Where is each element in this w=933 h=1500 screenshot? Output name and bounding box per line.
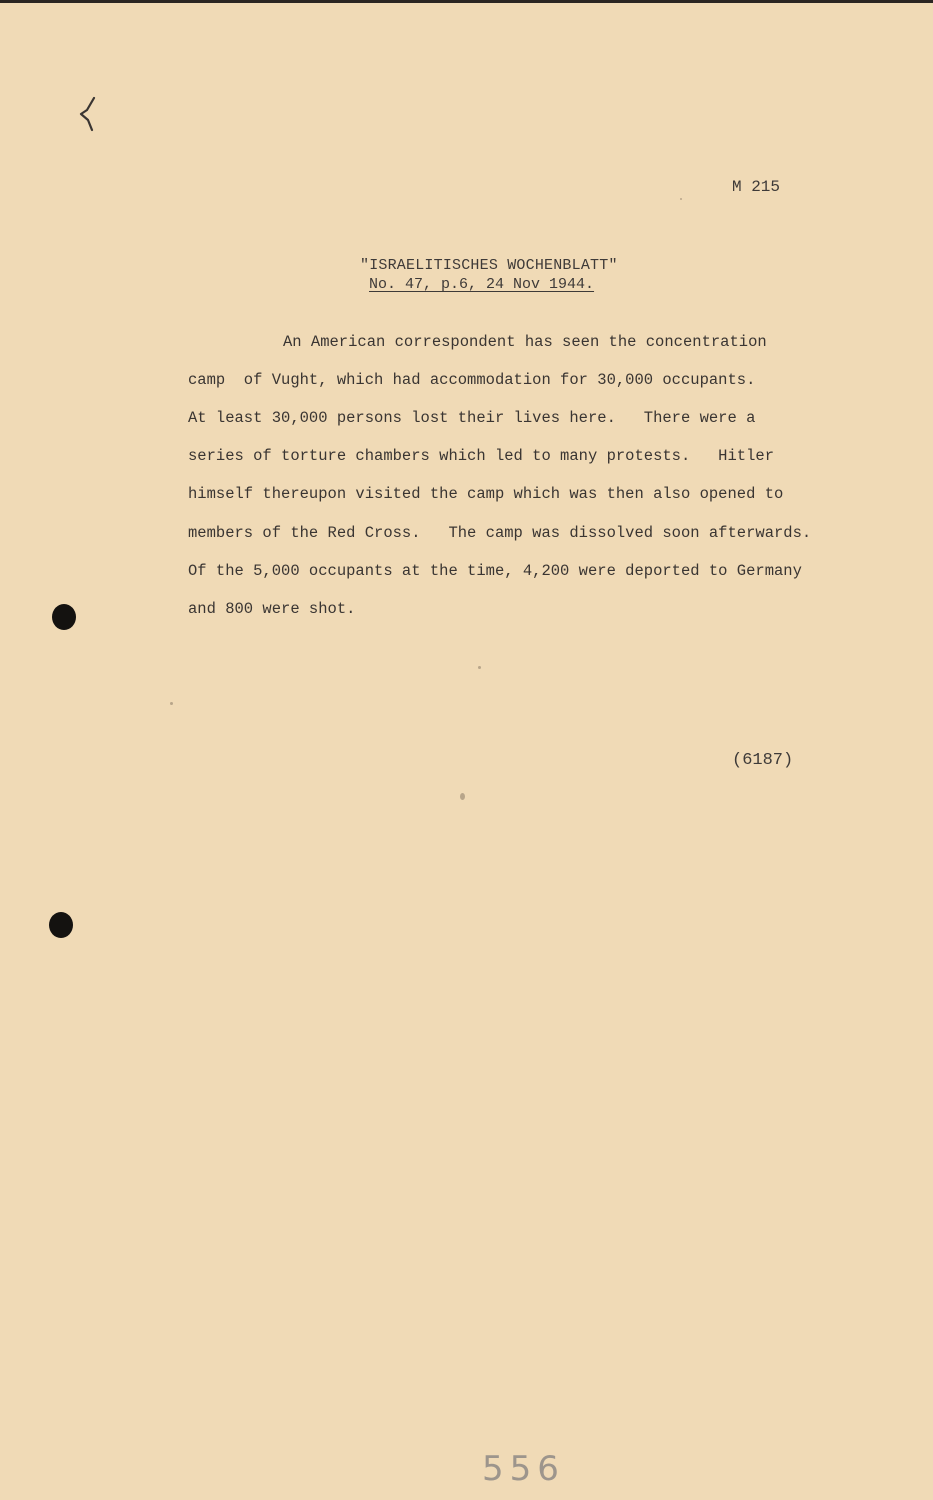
body-line-4: series of torture chambers which led to many protests. Hitler	[188, 447, 774, 465]
paper-speck	[680, 198, 682, 200]
body-line-6: members of the Red Cross. The camp was dissolved soon afterwards.	[188, 524, 812, 542]
punch-hole-lower	[49, 912, 73, 938]
punch-hole-upper	[52, 604, 76, 630]
body-line-3: At least 30,000 persons lost their lives here. There were a	[188, 409, 756, 427]
publication-title: "ISRAELITISCHES WOCHENBLATT"	[360, 257, 618, 274]
pencil-tick-icon	[78, 96, 98, 136]
publication-issue: No. 47, p.6, 24 Nov 1944.	[369, 276, 595, 293]
body-line-2: camp of Vught, which had accommodation for 30,000 occupants.	[188, 371, 756, 389]
reference-number: M 215	[732, 178, 781, 196]
body-line-1: An American correspondent has seen the concentration	[283, 333, 767, 351]
body-line-8: and 800 were shot.	[188, 600, 356, 618]
body-line-7: Of the 5,000 occupants at the time, 4,200 were deported to Germany	[188, 562, 802, 580]
folio-number: 556	[482, 1449, 565, 1489]
paper-speck	[460, 793, 465, 800]
paper-speck	[170, 702, 173, 705]
paper-speck	[478, 666, 481, 669]
document-code: (6187)	[732, 751, 794, 770]
scan-edge	[0, 0, 933, 3]
body-line-5: himself thereupon visited the camp which was then also opened to	[188, 485, 784, 503]
